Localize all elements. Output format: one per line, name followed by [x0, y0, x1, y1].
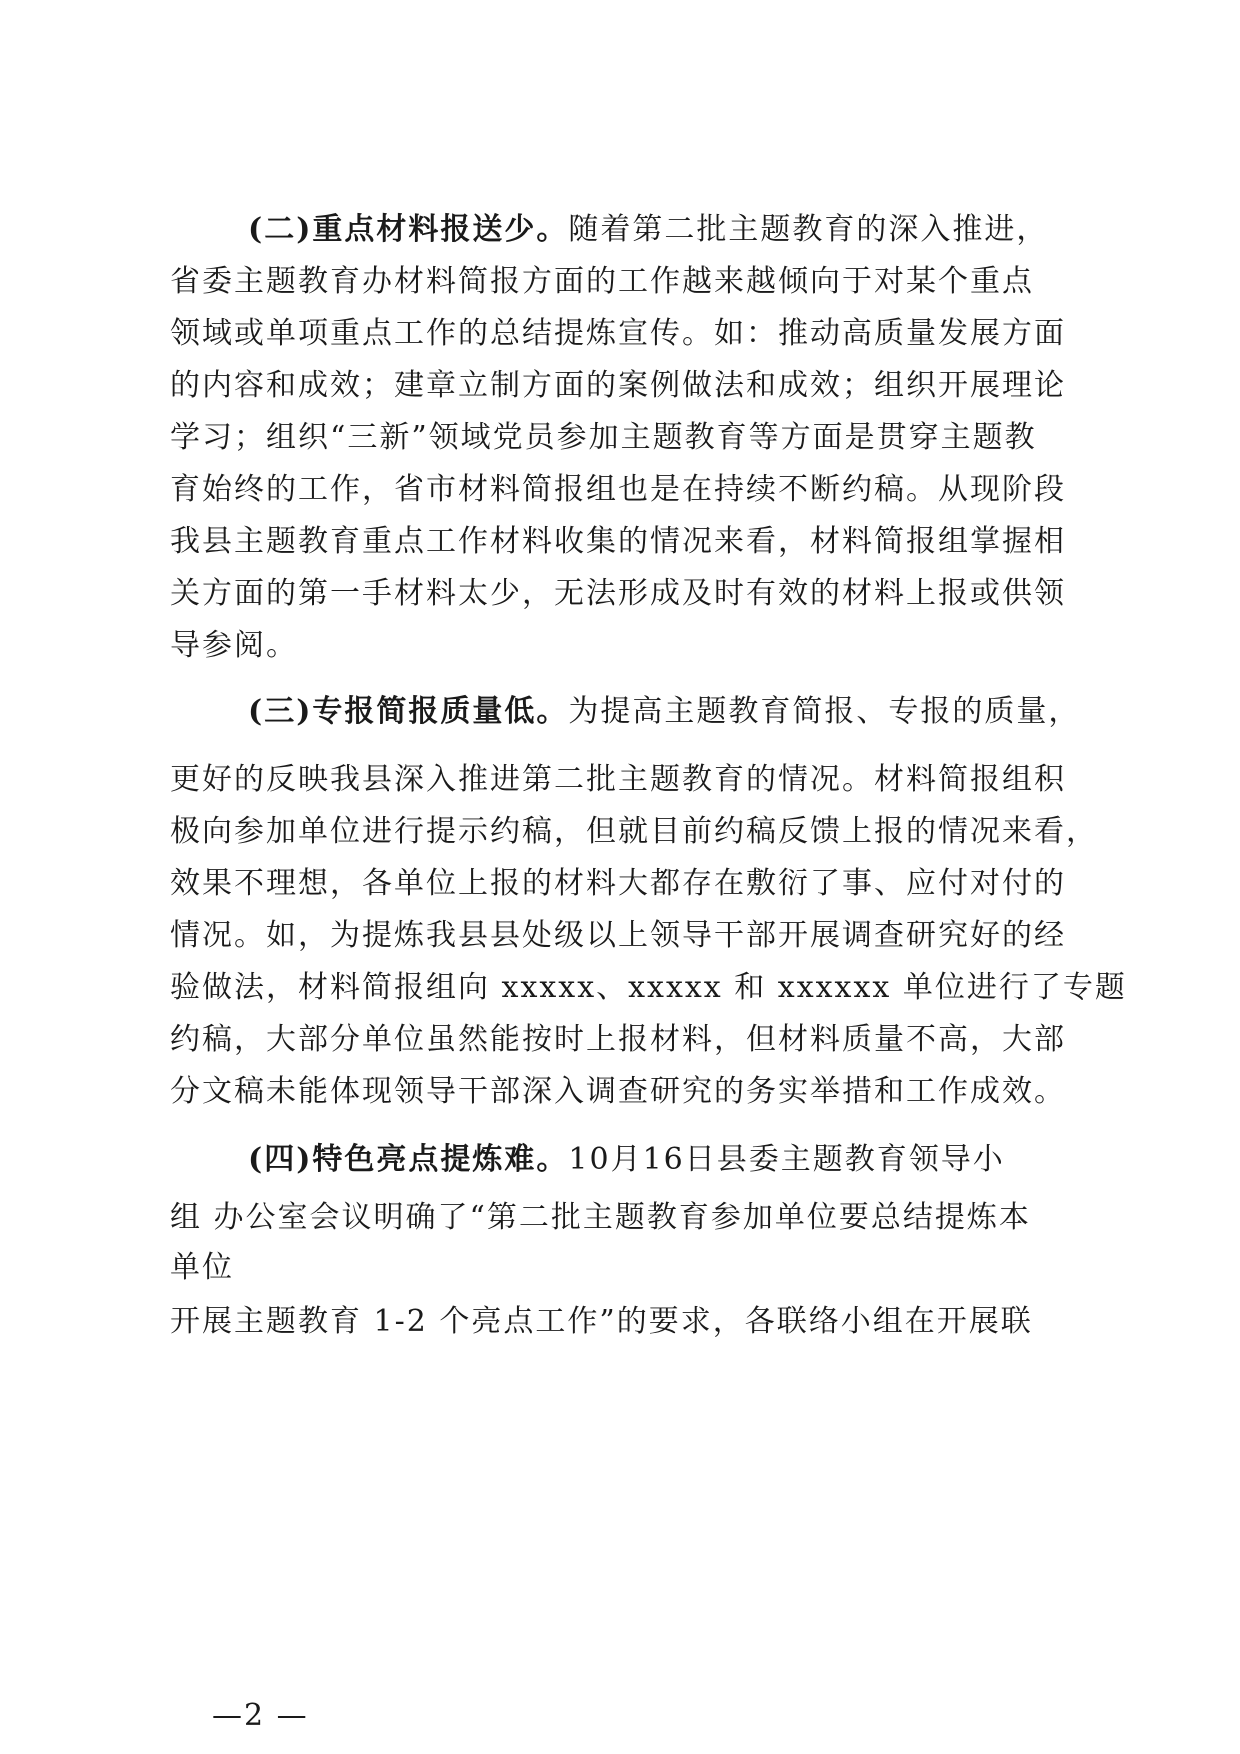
section-4-heading: (四)特色亮点提炼难。 — [248, 1142, 569, 1177]
section-4-line-2: 单位 — [170, 1250, 234, 1285]
section-3-first-line — [248, 692, 1080, 732]
section-4-first-line — [248, 1140, 1005, 1180]
section-3-line-4: 情况。如，为提炼我县县处级以上领导干部开展调查研究好的经 — [170, 918, 1066, 953]
section-3-line-2: 极向参加单位进行提示约稿，但就目前约稿反馈上报的情况来看， — [170, 814, 1098, 849]
section-4-line-1: 组 办公室会议明确了“第二批主题教育参加单位要总结提炼本 — [170, 1200, 1031, 1235]
section-2-first-line — [248, 210, 1048, 250]
section-2-line-7: 关方面的第一手材料太少，无法形成及时有效的材料上报或供领 — [170, 576, 1066, 611]
section-3-heading: (三)专报简报质量低。 — [248, 694, 569, 729]
section-4-line-3: 开展主题教育 1-2 个亮点工作”的要求，各联络小组在开展联 — [170, 1304, 1033, 1339]
section-3-first-line-text: 为提高主题教育简报、专报的质量， — [568, 694, 1081, 729]
section-3-line-7: 分文稿未能体现领导干部深入调查研究的务实举措和工作成效。 — [170, 1074, 1066, 1109]
section-2-heading: (二)重点材料报送少。 — [248, 212, 569, 247]
section-3-line-3: 效果不理想，各单位上报的材料大都存在敷衍了事、应付对付的 — [170, 866, 1066, 901]
section-2-line-1: 省委主题教育办材料简报方面的工作越来越倾向于对某个重点 — [170, 264, 1034, 299]
section-2-line-6: 我县主题教育重点工作材料收集的情况来看，材料简报组掌握相 — [170, 524, 1066, 559]
section-3-line-1: 更好的反映我县深入推进第二批主题教育的情况。材料简报组积 — [170, 762, 1066, 797]
section-3-line-5: 验做法，材料简报组向 xxxxx、xxxxx 和 xxxxxx 单位进行了专题 — [170, 970, 1127, 1005]
section-3-line-6: 约稿，大部分单位虽然能按时上报材料，但材料质量不高，大部 — [170, 1022, 1066, 1057]
section-4-first-line-text: 10月16日县委主题教育领导小 — [568, 1142, 1005, 1177]
section-2-first-line-text: 随着第二批主题教育的深入推进， — [568, 212, 1049, 247]
section-2-line-4: 学习；组织“三新”领域党员参加主题教育等方面是贯穿主题教 — [170, 420, 1037, 455]
section-2-line-8: 导参阅。 — [170, 628, 298, 663]
section-2-line-5: 育始终的工作，省市材料简报组也是在持续不断约稿。从现阶段 — [170, 472, 1066, 507]
page-number: —2 — — [212, 1698, 309, 1733]
section-2-line-3: 的内容和成效；建章立制方面的案例做法和成效；组织开展理论 — [170, 368, 1066, 403]
section-2-line-2: 领域或单项重点工作的总结提炼宣传。如：推动高质量发展方面 — [170, 316, 1066, 351]
